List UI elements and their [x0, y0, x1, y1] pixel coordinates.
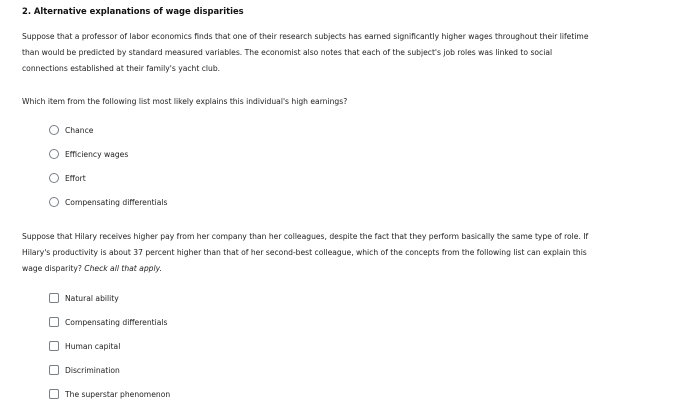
scenario-2-line: Suppose that Hilary receives higher pay from her company than her colleagues, despite the fact that they perform basically the same type of role. If	[22, 232, 589, 241]
radio-button[interactable]	[49, 197, 59, 207]
scenario-2-line: Hilary's productivity is about 37 percent higher than that of her second-best colleague, which of the concepts from the following list can explain this	[22, 248, 587, 257]
section-title: 2. Alternative explanations of wage disparities	[22, 6, 244, 16]
checkbox-option-label: Compensating differentials	[65, 317, 168, 327]
radio-option-label: Effort	[65, 173, 86, 183]
checkbox-option-natural-ability[interactable]	[49, 291, 119, 305]
radio-button[interactable]	[49, 173, 59, 183]
checkbox[interactable]	[49, 365, 59, 375]
checkbox-option-label: Discrimination	[65, 365, 120, 375]
scenario-1-paragraph	[22, 29, 682, 77]
radio-option-efficiency-wages[interactable]	[49, 147, 128, 161]
scenario-1-line: than would be predicted by standard measured variables. The economist also notes that each of the subject's job roles was linked to social	[22, 48, 553, 57]
scenario-1-line: connections established at their family's yacht club.	[22, 64, 221, 73]
checkbox-option-label: Human capital	[65, 341, 121, 351]
checkbox[interactable]	[49, 341, 59, 351]
radio-option-label: Compensating differentials	[65, 197, 168, 207]
checkbox-option-compensating-differentials[interactable]	[49, 315, 167, 329]
checkbox[interactable]	[49, 389, 59, 399]
radio-option-label: Efficiency wages	[65, 149, 129, 159]
radio-button[interactable]	[49, 125, 59, 135]
check-all-instruction: Check all that apply.	[84, 264, 162, 273]
radio-button[interactable]	[49, 149, 59, 159]
checkbox[interactable]	[49, 317, 59, 327]
checkbox-option-discrimination[interactable]	[49, 363, 120, 377]
radio-option-chance[interactable]	[49, 123, 93, 137]
radio-option-effort[interactable]	[49, 171, 86, 185]
checkbox-option-superstar-phenomenon[interactable]	[49, 387, 170, 401]
checkbox-option-human-capital[interactable]	[49, 339, 120, 353]
scenario-2-line-last	[22, 261, 682, 277]
scenario-1-line: Suppose that a professor of labor economics finds that one of their research subjects has earned significantly higher wages throughout their lifetime	[22, 32, 589, 41]
question-1-prompt: Which item from the following list most likely explains this individual's high earnings?	[22, 97, 348, 106]
radio-option-compensating-differentials[interactable]	[49, 195, 167, 209]
scenario-2-last-line-text: wage disparity?	[22, 264, 85, 273]
checkbox[interactable]	[49, 293, 59, 303]
checkbox-option-label: Natural ability	[65, 293, 119, 303]
checkbox-option-label: The superstar phenomenon	[65, 389, 171, 399]
radio-option-label: Chance	[65, 125, 94, 135]
scenario-2-paragraph	[22, 229, 682, 277]
